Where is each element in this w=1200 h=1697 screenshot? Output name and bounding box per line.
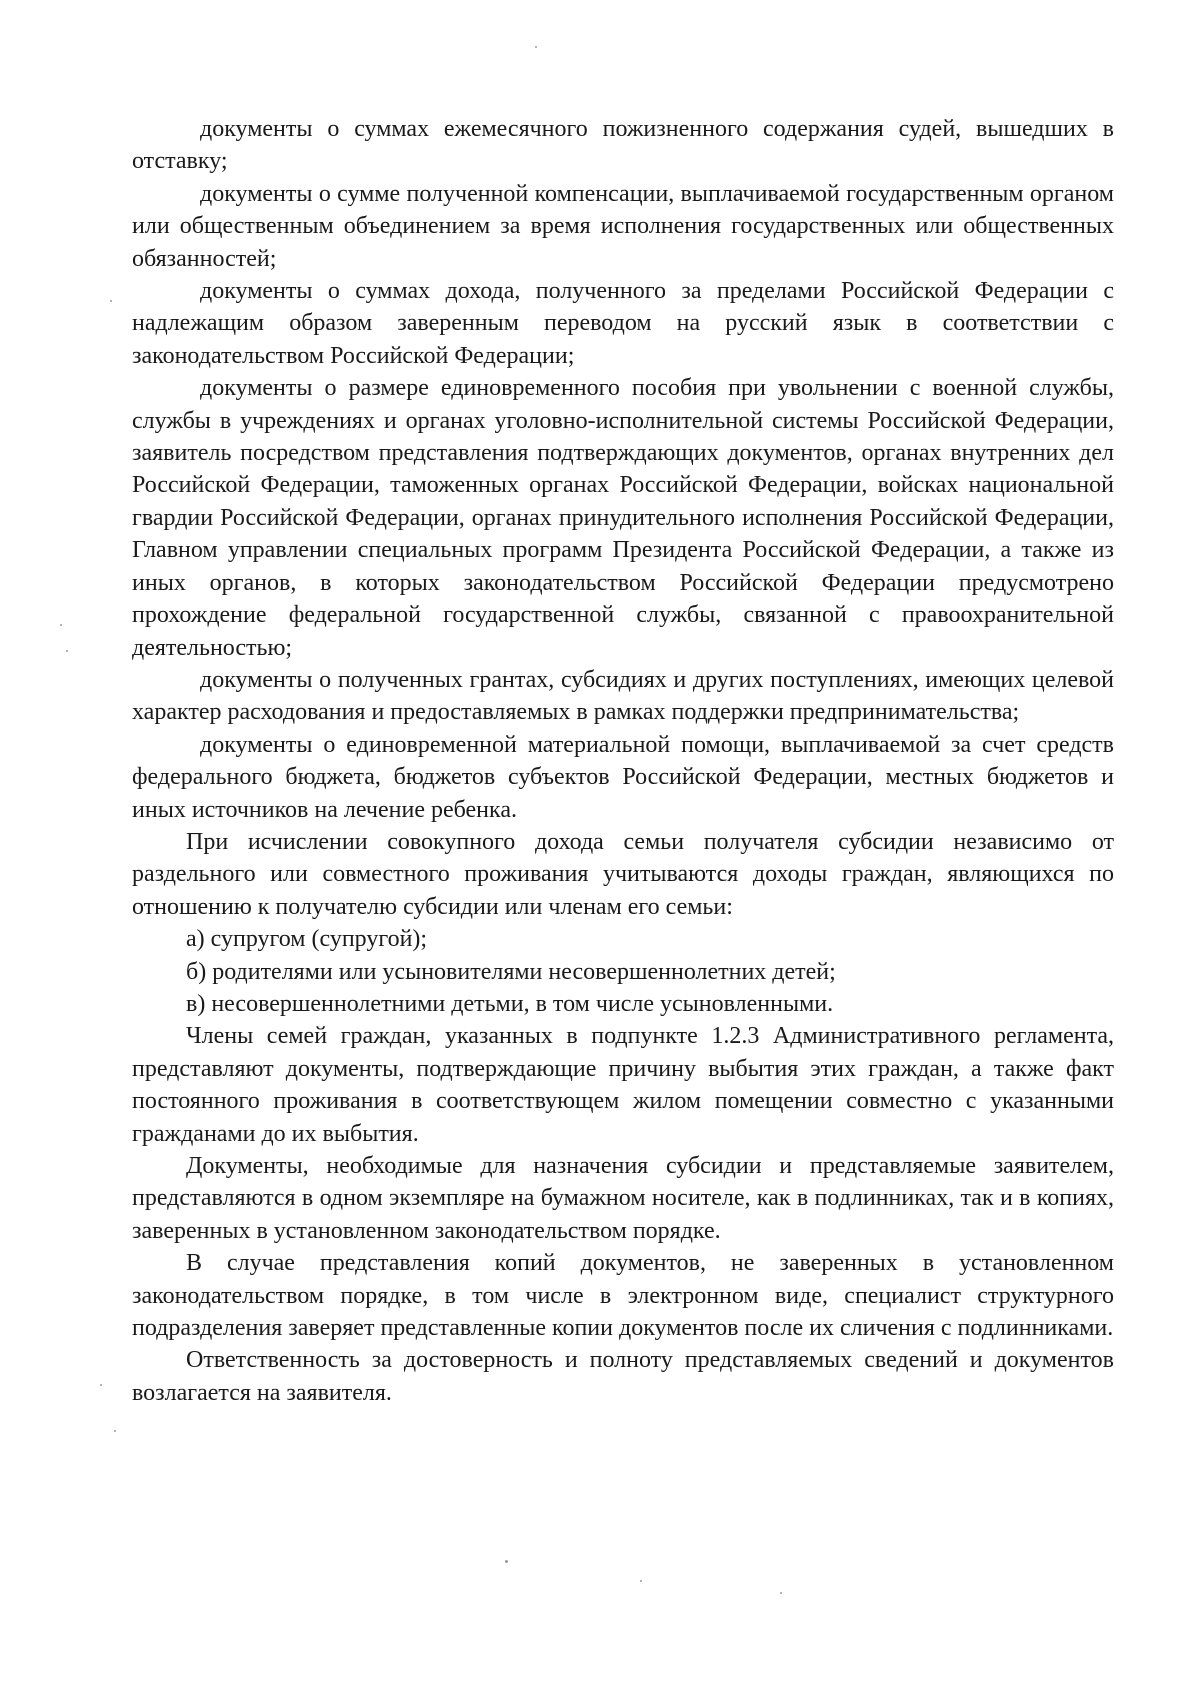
paragraph-grants-subsidies: документы о полученных грантах, субсидиях и других поступлениях, имеющих целевой характер расходования и предоставляемых в рамках поддержки предпринимательства; xyxy=(132,666,1114,726)
paragraph-foreign-income: документы о суммах дохода, полученного за пределами Российской Федерации с надлежащим образом заверенным переводом на русский язык в соответствии с законодательством Российской Федерации; xyxy=(132,278,1114,369)
paragraph-family-income: При исчислении совокупного дохода семьи получателя субсидии независимо от раздельного или совместного проживания учитываются доходы граждан, являющихся по отношению к получателю субсидии или членам его семьи: xyxy=(132,828,1114,920)
paragraph-judges-pension: документы о суммах ежемесячного пожизненного содержания судей, вышедших в отставку; xyxy=(132,116,1114,175)
paragraph-responsibility: Ответственность за достоверность и полноту представляемых сведений и документов возлагается на заявителя. xyxy=(132,1347,1114,1406)
list-item-spouse: а) супругом (супругой); xyxy=(186,926,428,953)
paragraph-compensation: документы о сумме полученной компенсации, выплачиваемой государственным органом или общественным объединением за время исполнения государственных или общественных обязанностей; xyxy=(132,180,1114,272)
paragraph-documents-submission: Документы, необходимые для назначения субсидии и представляемые заявителем, представляются в одном экземпляре на бумажном носителе, как в подлинниках, так и в копиях, заверенных в установленном законодательством порядке. xyxy=(132,1153,1114,1244)
paragraph-copies-certification: В случае представления копий документов, не заверенных в установленном законодательством порядке, в том числе в электронном виде, специалист структурного подразделения заверяет представленные копии документов после их сличения с подлинниками. xyxy=(132,1250,1114,1342)
paragraph-severance-allowance: документы о размере единовременного пособия при увольнении с военной службы, службы в учреждениях и органах уголовно-исполнительной системы Российской Федерации, заявитель посредством представления подтверждающих документов, органах внутренних дел Российской Федерации, таможенных органах Российской Федерации, войсках национальной гвардии Российской Федерации, органах принудительного исполнения Российской Федерации, Главном управлении специальных программ Президента Российской Федерации, а также из иных органов, в которых законодательством Российской Федерации предусмотрено прохождение федеральной государственной службы, связанной с правоохранительной деятельностью; xyxy=(132,375,1114,661)
list-item-parents: б) родителями или усыновителями несовершеннолетних детей; xyxy=(186,958,836,985)
document-body xyxy=(132,113,1114,1409)
list-item-children: в) несовершеннолетними детьми, в том числе усыновленными. xyxy=(186,990,834,1017)
paragraph-family-members: Члены семей граждан, указанных в подпункте 1.2.3 Административного регламента, представляют документы, подтверждающие причину выбытия этих граждан, а также факт постоянного проживания в соответствующем жилом помещении совместно с указанными гражданами до их выбытия. xyxy=(132,1023,1114,1147)
paragraph-material-aid: документы о единовременной материальной помощи, выплачиваемой за счет средств федерального бюджета, бюджетов субъектов Российской Федерации, местных бюджетов и иных источников на лечение ребенка. xyxy=(132,731,1114,823)
